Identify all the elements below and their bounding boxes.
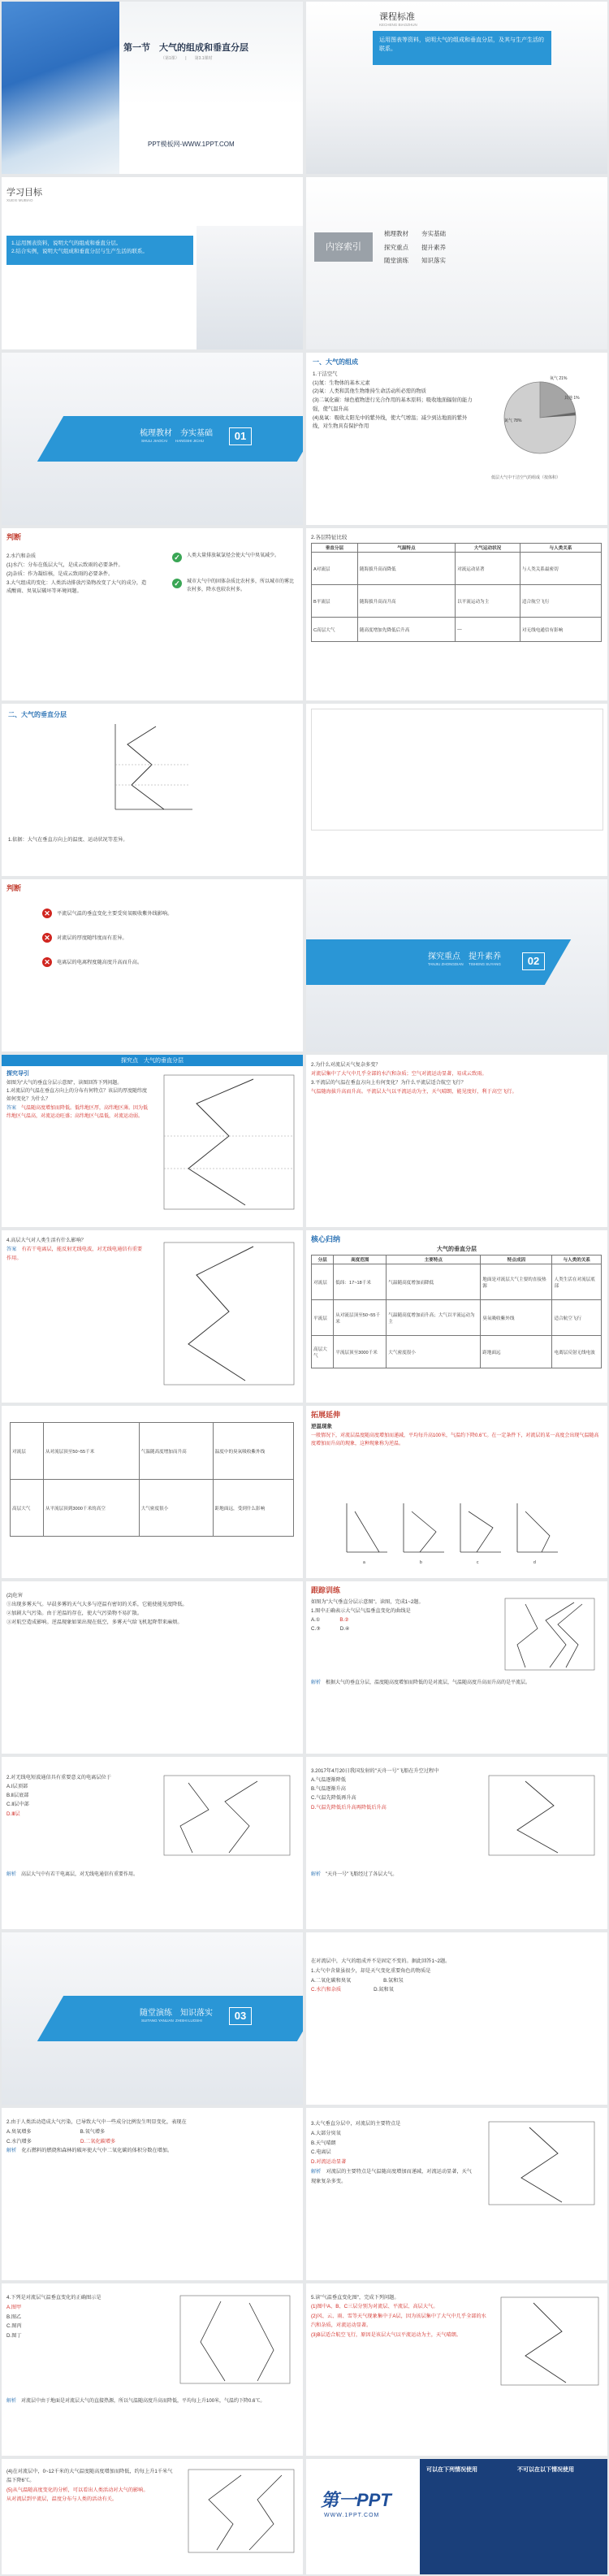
table-cell: 地面是对流层大气主要的直接热源 — [481, 1264, 552, 1300]
table-cell: 对流层 — [312, 1264, 334, 1300]
curriculum-panel: 运用图表等资料，说明大气的组成和垂直分层，及其与生产生活的联系。 — [373, 31, 551, 65]
water-line: (2)杂质：作为凝结核，是成云致雨的必要条件。 — [6, 570, 114, 577]
option[interactable]: C.水汽和杂质 — [311, 1987, 342, 1993]
table-cell: 气温随高度增加而升高；大气以平流运动为主 — [387, 1300, 481, 1336]
section-title: 探究重点 提升素养 — [428, 952, 501, 961]
cross-icon: ✕ — [42, 909, 52, 918]
composition-pie-chart — [483, 371, 597, 468]
section-title: 梳理教材 夯实基础 — [140, 429, 213, 438]
extension-tag: 拓展延伸 — [311, 1411, 341, 1419]
judge-statement: 对流层的厚度随纬度而有差异。 — [57, 935, 127, 941]
quiz-answer: 从对流层到平流层，温度分布与人类的活动有关。 — [6, 2496, 118, 2503]
judge-statement: 人类大量排放氟氯烃会使大气中臭氧减少。 — [187, 553, 280, 558]
slide-goals — [2, 177, 303, 349]
index-item[interactable]: 夯实基础 — [421, 230, 446, 237]
slide-layers-table — [306, 528, 607, 700]
practice-chart — [160, 1773, 294, 1858]
comp-line: 1.干洁空气 — [313, 371, 338, 377]
explanation-label: 解析 — [6, 2399, 17, 2404]
table-cell: 电离层反射无线电波 — [552, 1336, 602, 1368]
slide-inversion — [306, 1406, 607, 1578]
table-header: 高度范围 — [334, 1255, 387, 1264]
section-en2: HANGSHI JICHU — [175, 439, 205, 443]
explanation-label: 解析 — [311, 2168, 322, 2175]
practice-chart — [184, 2467, 298, 2556]
explanation-text: 根据大气的垂直分层，温度随高度增加而降低的是对流层，气温随高度升高而升高的是平流层。 — [326, 1680, 531, 1685]
practice-content — [6, 1773, 153, 1819]
comp-line: (3)二氧化碳：绿色植物进行光合作用的基本原料；吸收地面辐射的能力强，使气温升高 — [313, 397, 473, 412]
slide-vertical-layers — [2, 704, 303, 876]
composition-title: 一、大气的组成 — [313, 358, 358, 366]
table-cell: 高层大气 — [11, 1480, 44, 1537]
cross-icon: ✕ — [42, 933, 52, 943]
question-2: 2.为什么对流层天气复杂多变？ — [311, 1062, 381, 1068]
table-header: 主要特点 — [387, 1255, 481, 1264]
comp-line: (4)臭氧：吸收太阳光中的紫外线，使大气增温；减少到达地面的紫外线，对生物具有保护作用 — [313, 414, 468, 430]
option[interactable]: D.Ⅲ层 — [6, 1811, 20, 1817]
slide-quiz-6 — [2, 2459, 303, 2574]
explanation-text: 高层大气中有若干电离层，对无线电通信有重要作用。 — [21, 1872, 139, 1877]
explanation-text: "天舟一号"飞船经过了各层大气。 — [326, 1872, 398, 1877]
answer-label: 答案 — [6, 1246, 17, 1252]
quiz-content — [311, 1957, 600, 1995]
quiz-question: 2.由于人类活动造成大气污染，已导致大气中一些成分比例发生明显变化，表现在 — [6, 2119, 187, 2125]
quiz-content — [311, 2293, 490, 2340]
section-en1: SUITANG YANLIAN — [141, 2019, 174, 2023]
table-cell: C高层大气 — [312, 618, 358, 642]
quiz-question: 4.下列是对流层气温垂直变化的正确图示是 — [6, 2295, 102, 2301]
table-cell: B平流层 — [312, 585, 358, 618]
table-header-row — [312, 1255, 602, 1264]
slide-inversion-harm — [2, 1581, 303, 1754]
keyboard-bg — [306, 2, 607, 174]
explanation-label: 解析 — [311, 1872, 322, 1877]
section-title: 随堂演练 知识落实 — [140, 2009, 213, 2018]
layers-diagram — [107, 720, 197, 817]
table-cell: 低纬：17~18千米 — [334, 1264, 387, 1300]
explanation-label: 解析 — [6, 1872, 17, 1877]
slide-quiz-5 — [306, 2283, 607, 2456]
option[interactable]: C.电离层 — [311, 2149, 331, 2156]
promo-url: WWW.1PPT.COM — [324, 2513, 380, 2518]
option[interactable]: C.图丙 — [6, 2323, 22, 2330]
option[interactable]: C.Ⅱ层中部 — [6, 1802, 29, 1808]
slide-quiz-3 — [306, 2108, 607, 2280]
quiz-question: 3.大气垂直分层中，对流层的主要特点是 — [311, 2121, 401, 2127]
option[interactable]: A.大部分臭氧 — [311, 2130, 341, 2136]
pie-label: 氧气 21% — [550, 376, 568, 381]
option[interactable]: B.Ⅱ层底部 — [6, 1793, 29, 1799]
question-4: 4.高层大气对人类生活有什么影响？ — [6, 1238, 86, 1243]
table-cell: 从平流层顶到3000千米的高空 — [43, 1480, 139, 1537]
practice-chart — [485, 1773, 598, 1858]
question-1: 1.对流层的气温在垂直方向上的分布有何特点？该层的厚度随纬度如何变化？为什么？ — [6, 1089, 148, 1103]
table-row — [312, 585, 602, 618]
quiz-content — [6, 2293, 169, 2341]
table-cell: 距地面远，受到什么影响 — [213, 1480, 293, 1537]
index-title: 内容索引 — [314, 232, 373, 262]
slide-explore-2 — [306, 1055, 607, 1227]
vertical-layers-chart — [156, 1238, 298, 1393]
option[interactable]: C.水汽增多 — [6, 2138, 32, 2144]
explanation-text: 化石燃料的燃烧和森林的破坏使大气中二氧化碳的体积分数在增加。 — [21, 2148, 173, 2154]
summary-tag: 核心归纳 — [311, 1235, 341, 1243]
slide-judge-2 — [2, 879, 303, 1052]
table-cell: 从对流层顶至50~55千米 — [334, 1300, 387, 1336]
option[interactable]: D.图丁 — [6, 2333, 22, 2340]
slide-section-01 — [2, 353, 303, 525]
slide-quiz-4 — [2, 2283, 303, 2456]
slide-index — [306, 177, 607, 349]
table-cell: 以平流运动为主 — [456, 585, 520, 618]
quiz-answer: (5)从气温随高度变化的分析，可以看出人类活动对大气的影响。 — [6, 2487, 149, 2493]
layers-basis: 1.依据：大气在垂直方向上的温度、运动状况等差异。 — [8, 837, 128, 843]
slide-explore-3 — [2, 1230, 303, 1403]
water-list — [6, 553, 149, 596]
option[interactable]: D.对流运动显著 — [311, 2159, 347, 2166]
slide-layers-table-2 — [306, 704, 607, 876]
option[interactable]: B.氩和氖 — [383, 1977, 404, 1984]
inversion-title: 逆温现象 — [311, 1424, 332, 1429]
section-number: 03 — [229, 2007, 252, 2025]
table-row — [11, 1480, 294, 1537]
table-frame — [311, 709, 603, 830]
option[interactable]: A.臭氧增多 — [6, 2128, 32, 2135]
section-number: 01 — [229, 427, 252, 445]
table-header: 分层 — [312, 1255, 334, 1264]
goal-2: 2.结合实例，说明大气组成和垂直分层与生产生活的联系。 — [11, 249, 148, 255]
quiz-answer: (1)图中A、B、C三层分别为对流层、平流层、高层大气。 — [311, 2304, 438, 2310]
slide-curriculum — [306, 2, 607, 174]
check-icon: ✓ — [172, 579, 182, 588]
slide-practice-2 — [2, 1757, 303, 1929]
explanation — [6, 2397, 296, 2405]
practice-chart — [497, 2295, 603, 2388]
table-row — [312, 1336, 602, 1368]
composition-list — [313, 371, 475, 432]
table-header: 与人类关系 — [520, 544, 601, 553]
keyboard-bg — [197, 226, 303, 349]
option[interactable]: B.② — [339, 1617, 349, 1624]
option[interactable]: A.① — [311, 1617, 321, 1624]
explore-title: 探究点 大气的垂直分层 — [121, 1058, 184, 1064]
harm-line: ①出现多雾天气。早晨多雾的天气大多与逆温有密切的关系，它能使能见度降低。 — [6, 1602, 188, 1608]
table-header: 气温特点 — [357, 544, 455, 553]
table-cell: 大气密度很小 — [139, 1480, 213, 1537]
table-row — [312, 1264, 602, 1300]
slide-composition — [306, 353, 607, 525]
explanation-text: 对流层中由于地面是对流层大气的直接热源，所以气温随高度升高而降低，平均每上升100米，气温约下降0.6℃。 — [21, 2399, 266, 2404]
explore-tag: 探究导引 — [6, 1071, 29, 1077]
answer-label: 答案 — [6, 1105, 17, 1111]
question-3: 3.平流层的气温在垂直方向上有何变化？为什么平流层适合航空飞行？ — [311, 1079, 466, 1086]
table-cell: A对流层 — [312, 553, 358, 585]
explanation-text: 对流层的主要特点是气温随高度增加而递减，对流运动显著，天气现象复杂多变。 — [311, 2168, 472, 2184]
section-en2: ZHISHI LUOSHI — [175, 2019, 202, 2023]
explanation — [311, 1871, 600, 1879]
option[interactable]: B.氧气增多 — [80, 2128, 106, 2135]
curriculum-title: 课程标准 — [379, 12, 415, 22]
table-header: 与人类的关系 — [552, 1255, 602, 1264]
judge-statement: 电离层的电离程度随高度升高而升高。 — [57, 960, 143, 965]
table-header: 大气运动状况 — [456, 544, 520, 553]
promo-logo: 第一PPT — [321, 2490, 391, 2510]
option[interactable]: D.二氧化碳增多 — [80, 2138, 116, 2144]
curriculum-title-en: KECHENG BIAOZHUN — [379, 23, 417, 27]
quiz-question: 1.大气中含量虽很少，却是天气变化重要角色的物质是 — [311, 1967, 431, 1974]
promo-panel — [420, 2459, 607, 2574]
table-cell: 与人类关系最密切 — [520, 553, 601, 585]
water-line: 3.大气组成的变化：人类活动排放污染物改变了大气的成分，造成酸雨、臭氧层破坏等环境问题。 — [6, 579, 147, 595]
goals-title: 学习目标 — [6, 188, 42, 197]
question-intro: 如图为"大气的垂直分层示意图"，读图回答下列问题。 — [6, 1081, 123, 1086]
promo-logo-area — [306, 2459, 420, 2574]
table-title: 2.各层特征比较 — [311, 535, 348, 540]
table-cell: 随高度增加先降低后升高 — [357, 618, 455, 642]
pie-label: 其他 1% — [564, 396, 580, 401]
table-cell: 从对流层顶至50~55千米 — [43, 1423, 139, 1480]
explanation-label: 解析 — [6, 2148, 17, 2154]
goals-panel — [6, 236, 193, 265]
table-cell: 对无线电通信有影响 — [520, 618, 601, 642]
harm-line: ③对航空造成影响。逆温现象如果出现在低空，多雾天气给飞机起降带来麻烦。 — [6, 1620, 183, 1626]
practice-content — [311, 1598, 482, 1634]
practice-chart — [176, 2293, 294, 2387]
diagram-caption: c — [477, 1560, 479, 1565]
index-item[interactable]: 随堂演练 — [384, 257, 408, 264]
option[interactable]: B.图乙 — [6, 2314, 22, 2320]
table-cell: 温度中的臭氧吸收紫外线 — [213, 1423, 293, 1480]
practice-content — [311, 1767, 473, 1812]
section-banner — [37, 416, 303, 462]
index-item[interactable]: 知识落实 — [421, 257, 446, 264]
table-cell: 对流层 — [11, 1423, 44, 1480]
summary-table — [311, 1255, 602, 1368]
explore-content — [6, 1079, 149, 1121]
slide-summary — [306, 1230, 607, 1403]
title-meta: （第1课） | 第3.1课时 — [161, 56, 213, 61]
section-en1: SHULI JIAOCAI — [141, 439, 168, 443]
explore-content — [311, 1061, 595, 1096]
table-cell: 高层大气 — [312, 1336, 334, 1368]
water-line: (1)水汽：分布在低层大气，是成云致雨的必要条件。 — [6, 562, 123, 568]
layers-table — [311, 543, 602, 642]
quiz-answer: (2)风、云、雨、雪等天气现象集中于A层，因为该层集中了大气中几乎全部的水汽和杂质，对流运动显著。 — [311, 2313, 486, 2329]
table-cell: 对流运动显著 — [456, 553, 520, 585]
slide-section-02 — [306, 879, 607, 1052]
index-item[interactable]: 梳理教材 — [384, 230, 408, 237]
slide-explore-1 — [2, 1055, 303, 1227]
vertical-layers-chart — [156, 1071, 298, 1217]
practice-question: 3.2017年4月20日我国发射的"天舟一号"飞船在升空过程中 — [311, 1768, 439, 1774]
inversion-body: 一般情况下，对流层温度随高度增加而递减，平均每升高100米，气温约下降0.6℃。在一定条件下，对流层的某一高度会出现气温随高度增加而升高的现象，这种现象称为逆温。 — [311, 1433, 599, 1447]
inversion-diagrams — [339, 1495, 574, 1560]
subtitle-url: PPT模板网-WWW.1PPT.COM — [148, 141, 235, 148]
table-cell: 适合航空飞行 — [520, 585, 601, 618]
pie-label: 氮气 78% — [504, 418, 522, 423]
slide-title — [2, 2, 303, 174]
option[interactable]: A.图甲 — [6, 2304, 22, 2310]
diagram-caption: a — [363, 1560, 365, 1565]
table-cell: 随海拔升高而降低 — [357, 553, 455, 585]
diagram-caption: b — [420, 1560, 422, 1565]
slide-practice-3 — [306, 1757, 607, 1929]
title-text: 第一节 大气的组成和垂直分层 — [123, 43, 248, 53]
pie-caption: 低层大气中干洁空气的组成（按体积） — [491, 475, 561, 480]
slide-section-03 — [2, 1932, 303, 2105]
option[interactable]: B.天气晴朗 — [311, 2140, 336, 2146]
slide-quiz-2 — [2, 2108, 303, 2280]
slide-table-cont — [2, 1406, 303, 1578]
option[interactable]: D.气温先降低后升高再降低后升高 — [311, 1804, 387, 1811]
check-icon: ✓ — [172, 553, 182, 562]
quiz-question: (4)在对流层中，0~12千米的大气温度随高度增加而降低，约每上升1千米气温下降6℃。 — [6, 2469, 173, 2484]
explanation — [6, 1871, 296, 1879]
comp-line: (2)氧：人类和其他生物维持生命活动所必需的物质 — [313, 388, 426, 395]
quiz-content — [6, 2118, 296, 2156]
practice-chart — [501, 1596, 598, 1673]
practice-question: 1.图中正确表示大气层气温垂直变化的曲线是 — [311, 1608, 411, 1615]
summary-title: 大气的垂直分层 — [437, 1247, 477, 1252]
answer-3: 气温随海拔升高而升高。平流层大气以平流运动为主，天气晴朗，能见度好，利于高空飞行。 — [311, 1088, 517, 1095]
quiz-intro: 在对流层中，大气的组成并不是固定不变的。据此回答1~2题。 — [311, 1958, 451, 1964]
table-row — [312, 1300, 602, 1336]
table-header: 特点成因 — [481, 1255, 552, 1264]
table-cell: 人类生活在对流层底部 — [552, 1264, 602, 1300]
table-cell: 适合航空飞行 — [552, 1300, 602, 1336]
table-cell: 距地面远 — [481, 1336, 552, 1368]
practice-question: 2.对无线电短波通信具有重要意义的电离层位于 — [6, 1775, 111, 1780]
diagram-caption: d — [533, 1560, 536, 1565]
section-number: 02 — [522, 952, 545, 970]
table-row — [312, 553, 602, 585]
option[interactable]: C.气温先降低再升高 — [311, 1795, 356, 1802]
quiz-answer: (3)B层适合航空飞行，原因是该层大气以平流运动为主，天气晴朗。 — [311, 2331, 461, 2338]
table-header: 垂直分层 — [312, 544, 358, 553]
table-cell: — — [456, 618, 520, 642]
harm-list — [6, 1591, 296, 1628]
option[interactable]: A.二氧化碳和臭氧 — [311, 1977, 352, 1984]
table-row — [312, 618, 602, 642]
practice-intro: 如图为"大气垂直分层示意图"。读图，完成1~2题。 — [311, 1599, 424, 1605]
quiz-content — [6, 2467, 177, 2504]
option[interactable]: B.气温逐渐升高 — [311, 1786, 346, 1793]
index-item[interactable]: 探究重点 — [384, 243, 408, 251]
promo-allowed: 可以在下列情况使用 — [426, 2467, 477, 2473]
option[interactable]: C.③ — [311, 1626, 321, 1633]
option[interactable]: D.氮和氧 — [374, 1987, 394, 1993]
water-line: 2.水汽和杂质 — [6, 553, 37, 559]
table-cell: 大气密度很小 — [387, 1336, 481, 1368]
layers-title: 二、大气的垂直分层 — [8, 711, 67, 718]
explanation-label: 解析 — [311, 1680, 322, 1685]
harm-line: (2)危害 — [6, 1593, 23, 1598]
answer-2: 对流层集中了大气中几乎全部的水汽和杂质；空气对流运动显著，易成云致雨。 — [311, 1070, 487, 1077]
slide-quiz-1 — [306, 1932, 607, 2105]
slide-practice-1 — [306, 1581, 607, 1754]
judge-statement: 平流层气温的垂直变化主要受臭氧吸收紫外线影响。 — [57, 911, 173, 917]
quiz-content — [311, 2119, 473, 2186]
cross-icon: ✕ — [42, 957, 52, 967]
table-cell: 平流层顶至3000千米 — [334, 1336, 387, 1368]
practice-chart — [485, 2119, 598, 2209]
explore-content — [6, 1237, 145, 1264]
table-header-row — [312, 544, 602, 553]
table-cell: 平流层 — [312, 1300, 334, 1336]
goal-1: 1.运用图表资料，说明大气的组成和垂直分层。 — [11, 241, 122, 246]
section-en1: TANJIU ZHONGDIAN — [428, 962, 464, 966]
continued-table — [10, 1422, 294, 1537]
practice-tag: 跟踪训练 — [311, 1586, 341, 1594]
judge-tag: 判断 — [6, 533, 22, 541]
judge-tag: 判断 — [6, 884, 22, 892]
index-item[interactable]: 提升素养 — [421, 243, 446, 251]
explanation — [311, 1679, 600, 1687]
sky-image — [2, 2, 119, 174]
answer-text: 气温随高度增加而降低。低纬地区厚，高纬地区薄。因为低纬地区气温高，对流运动旺盛；高纬地区气温低，对流运动弱。 — [6, 1105, 149, 1119]
table-cell: 臭氧吸收紫外线 — [481, 1300, 552, 1336]
table-cell: 随海拔升高而升高 — [357, 585, 455, 618]
section-en2: TISHENG SUYANG — [469, 962, 501, 966]
table-row — [11, 1423, 294, 1480]
judge-statement: 城市大气中的固体杂质比农村多，所以城市的雾比农村多，降水也较农村多。 — [187, 579, 295, 592]
slide-promo — [306, 2459, 607, 2574]
table-cell: 气温随高度增加而升高 — [139, 1423, 213, 1480]
option[interactable]: A.气温逐渐降低 — [311, 1777, 346, 1784]
comp-line: (1)氮：生物体的基本元素 — [313, 379, 370, 386]
harm-line: ②加剧大气污染。由于逆温的存在，使大气污染物不易扩散。 — [6, 1611, 143, 1617]
answer-4: 有若干电离层，能反射无线电波，对无线电通信有重要作用。 — [6, 1246, 143, 1261]
slide-water-vapor — [2, 528, 303, 700]
quiz-question: 5.读"气温垂直变化图"，完成下列问题。 — [311, 2295, 400, 2301]
table-cell: 气温随高度增加而降低 — [387, 1264, 481, 1300]
index-list — [384, 228, 514, 268]
option[interactable]: D.④ — [339, 1626, 350, 1633]
goals-title-en: XUEXI MUBIAO — [6, 198, 33, 202]
option[interactable]: A.Ⅰ层顶部 — [6, 1784, 28, 1790]
promo-disallowed: 不可以在以下情况使用 — [517, 2467, 574, 2473]
